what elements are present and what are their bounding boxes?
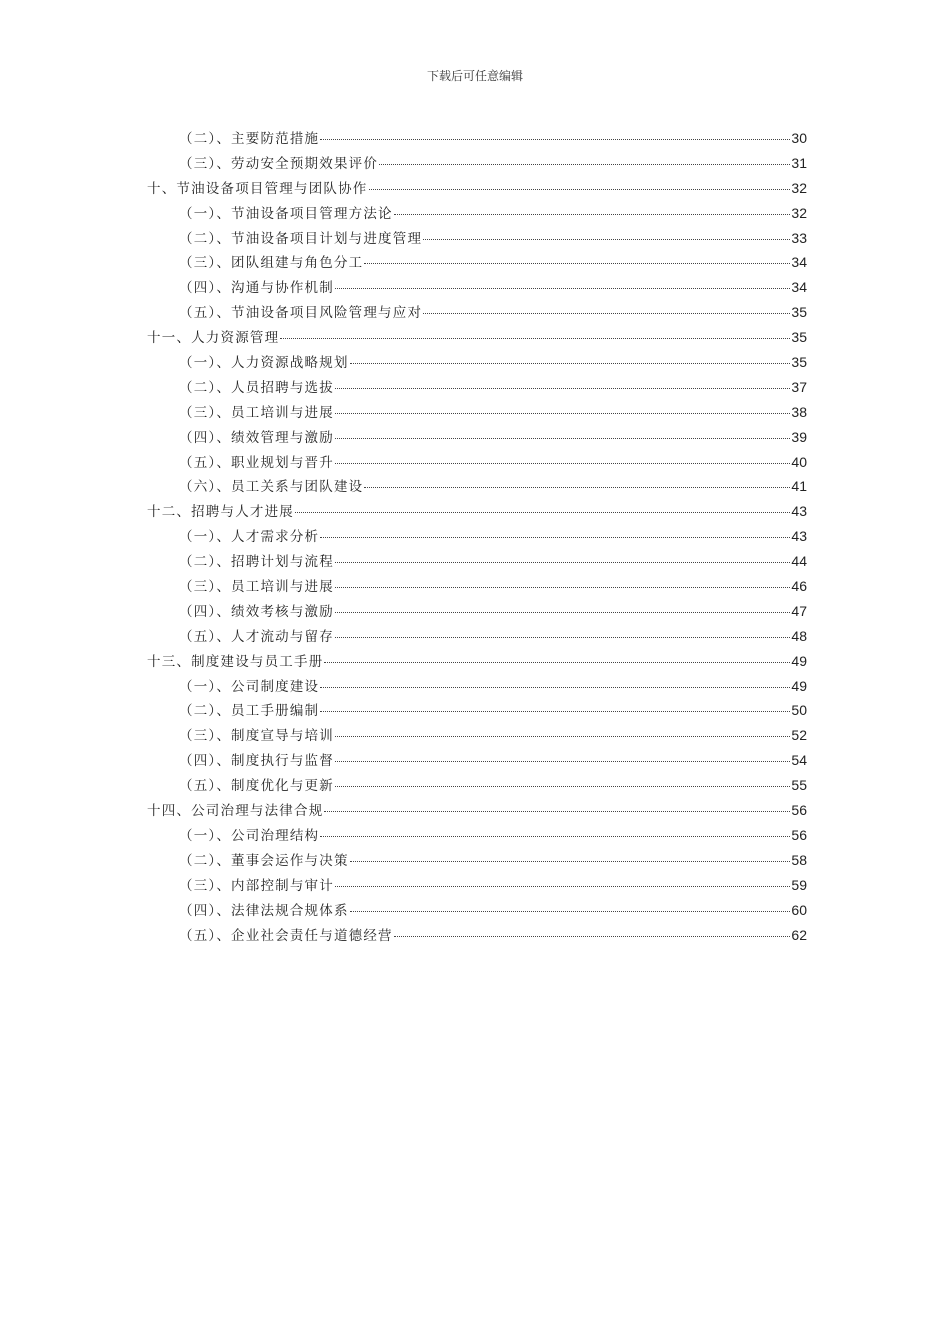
toc-entry-title: 十一、人力资源管理	[147, 330, 280, 347]
toc-entry-page: 52	[791, 727, 807, 744]
toc-entry-title: （五）、制度优化与更新	[179, 778, 334, 795]
toc-entry-title: 十二、招聘与人才进展	[147, 504, 294, 521]
toc-entry-page: 48	[791, 627, 807, 644]
toc-entry-title: 十四、公司治理与法律合规	[147, 803, 324, 820]
toc-entry[interactable]	[147, 250, 807, 275]
toc-entry-title: （三）、制度宣导与培训	[179, 728, 334, 745]
toc-entry-title: （五）、职业规划与晋升	[179, 454, 334, 471]
toc-dot-leader	[364, 487, 790, 488]
toc-entry-page: 35	[791, 329, 807, 346]
toc-entry-title: （三）、员工培训与进展	[179, 579, 334, 596]
toc-dot-leader	[350, 911, 791, 912]
toc-dot-leader	[320, 836, 790, 837]
toc-entry[interactable]	[147, 873, 807, 898]
toc-entry-page: 37	[791, 378, 807, 395]
toc-entry[interactable]	[147, 674, 807, 699]
toc-entry-title: （一）、人才需求分析	[179, 529, 320, 546]
toc-dot-leader	[423, 313, 790, 314]
toc-entry-page: 31	[791, 154, 807, 171]
toc-dot-leader	[320, 711, 790, 712]
toc-entry[interactable]	[147, 474, 807, 499]
toc-entry[interactable]	[147, 923, 807, 948]
toc-entry-page: 39	[791, 428, 807, 445]
toc-entry-title: （二）、主要防范措施	[179, 131, 320, 147]
toc-entry[interactable]	[147, 425, 807, 450]
toc-entry-title: （一）、人力资源战略规划	[179, 355, 349, 372]
toc-entry-page: 49	[791, 652, 807, 669]
toc-dot-leader	[335, 463, 790, 464]
toc-entry-title: （三）、劳动安全预期效果评价	[179, 155, 379, 172]
toc-entry-title: （四）、制度执行与监督	[179, 753, 334, 770]
toc-dot-leader	[320, 139, 790, 140]
toc-entry-page: 56	[791, 826, 807, 843]
toc-entry-page: 55	[791, 777, 807, 794]
toc-entry[interactable]	[147, 176, 807, 201]
toc-entry-title: （四）、绩效管理与激励	[179, 429, 334, 446]
toc-entry-page: 47	[791, 602, 807, 619]
toc-entry-page: 44	[791, 553, 807, 570]
toc-dot-leader	[295, 512, 790, 513]
toc-dot-leader	[379, 164, 790, 165]
toc-entry-page: 60	[791, 901, 807, 918]
toc-entry[interactable]	[147, 151, 807, 176]
toc-entry-title: （三）、内部控制与审计	[179, 877, 334, 894]
toc-entry-title: （二）、董事会运作与决策	[179, 852, 349, 869]
toc-entry-page: 30	[791, 130, 807, 146]
toc-entry[interactable]	[147, 823, 807, 848]
toc-entry-title: 十、节油设备项目管理与团队协作	[147, 180, 368, 197]
toc-dot-leader	[280, 338, 790, 339]
toc-entry-title: （二）、招聘计划与流程	[179, 554, 334, 571]
toc-entry-page: 34	[791, 254, 807, 271]
toc-entry-page: 32	[791, 179, 807, 196]
toc-dot-leader	[394, 214, 791, 215]
toc-entry[interactable]	[147, 599, 807, 624]
toc-entry-title: （二）、人员招聘与选拔	[179, 379, 334, 396]
toc-entry-title: （三）、员工培训与进展	[179, 404, 334, 421]
toc-entry[interactable]	[147, 748, 807, 773]
toc-entry-title: （二）、节油设备项目计划与进度管理	[179, 230, 423, 247]
toc-entry[interactable]	[147, 400, 807, 425]
toc-dot-leader	[350, 861, 791, 862]
toc-entry-page: 41	[791, 478, 807, 495]
toc-entry[interactable]	[147, 524, 807, 549]
toc-dot-leader	[335, 786, 790, 787]
toc-entry[interactable]	[147, 350, 807, 375]
toc-dot-leader	[324, 662, 790, 663]
toc-entry-page: 35	[791, 304, 807, 321]
toc-entry-page: 32	[791, 204, 807, 221]
page-header: 下载后可任意编辑	[426, 69, 523, 83]
toc-entry[interactable]	[147, 375, 807, 400]
toc-entry-title: （五）、人才流动与留存	[179, 628, 334, 645]
toc-entry-page: 43	[791, 503, 807, 520]
toc-entry[interactable]	[147, 201, 807, 226]
toc-dot-leader	[394, 936, 791, 937]
toc-dot-leader	[369, 189, 791, 190]
toc-dot-leader	[335, 761, 790, 762]
toc-dot-leader	[423, 239, 790, 240]
toc-dot-leader	[335, 438, 790, 439]
toc-entry-page: 43	[791, 528, 807, 545]
toc-dot-leader	[320, 687, 790, 688]
toc-entry-page: 50	[791, 702, 807, 719]
toc-entry[interactable]	[147, 649, 807, 674]
toc-entry-page: 49	[791, 677, 807, 694]
toc-entry[interactable]	[147, 275, 807, 300]
toc-dot-leader	[335, 587, 790, 588]
toc-entry[interactable]	[147, 798, 807, 823]
toc-dot-leader	[335, 637, 790, 638]
toc-dot-leader	[324, 811, 790, 812]
toc-entry-title: （六）、员工关系与团队建设	[179, 479, 364, 496]
toc-entry[interactable]	[147, 226, 807, 251]
toc-entry-title: （二）、员工手册编制	[179, 703, 320, 720]
toc-entry-title: （四）、沟通与协作机制	[179, 280, 334, 297]
toc-entry[interactable]	[147, 300, 807, 325]
toc-entry[interactable]	[147, 574, 807, 599]
table-of-contents	[147, 126, 807, 947]
toc-entry-page: 33	[791, 229, 807, 246]
toc-entry-page: 34	[791, 279, 807, 296]
toc-dot-leader	[335, 288, 790, 289]
toc-dot-leader	[320, 537, 790, 538]
toc-dot-leader	[335, 388, 790, 389]
toc-entry-page: 40	[791, 453, 807, 470]
toc-entry[interactable]	[147, 624, 807, 649]
toc-dot-leader	[335, 886, 790, 887]
toc-entry-title: （一）、公司制度建设	[179, 678, 320, 695]
toc-dot-leader	[350, 363, 791, 364]
toc-entry[interactable]	[147, 325, 807, 350]
toc-entry-title: 十三、制度建设与员工手册	[147, 653, 324, 670]
toc-dot-leader	[335, 562, 790, 563]
toc-entry-title: （一）、节油设备项目管理方法论	[179, 205, 393, 222]
toc-entry-page: 54	[791, 752, 807, 769]
toc-entry-page: 56	[791, 802, 807, 819]
toc-dot-leader	[335, 736, 790, 737]
toc-entry-page: 35	[791, 354, 807, 371]
toc-dot-leader	[335, 612, 790, 613]
toc-entry[interactable]	[147, 898, 807, 923]
toc-entry-page: 62	[791, 926, 807, 943]
toc-entry-title: （一）、公司治理结构	[179, 827, 320, 844]
toc-dot-leader	[364, 263, 790, 264]
toc-entry-title: （四）、法律法规合规体系	[179, 902, 349, 919]
toc-entry-page: 38	[791, 403, 807, 420]
toc-entry[interactable]	[147, 848, 807, 873]
toc-entry[interactable]	[147, 698, 807, 723]
toc-entry-page: 58	[791, 851, 807, 868]
toc-entry[interactable]	[147, 549, 807, 574]
toc-dot-leader	[335, 413, 790, 414]
toc-entry[interactable]	[147, 723, 807, 748]
toc-entry[interactable]	[147, 126, 807, 151]
toc-entry-title: （四）、绩效考核与激励	[179, 603, 334, 620]
toc-entry-title: （五）、节油设备项目风险管理与应对	[179, 305, 423, 322]
toc-entry-page: 59	[791, 876, 807, 893]
toc-entry-title: （三）、团队组建与角色分工	[179, 255, 364, 272]
toc-entry[interactable]	[147, 499, 807, 524]
toc-entry[interactable]	[147, 773, 807, 798]
toc-entry[interactable]	[147, 450, 807, 475]
toc-entry-title: （五）、企业社会责任与道德经营	[179, 927, 393, 944]
toc-entry-page: 46	[791, 578, 807, 595]
